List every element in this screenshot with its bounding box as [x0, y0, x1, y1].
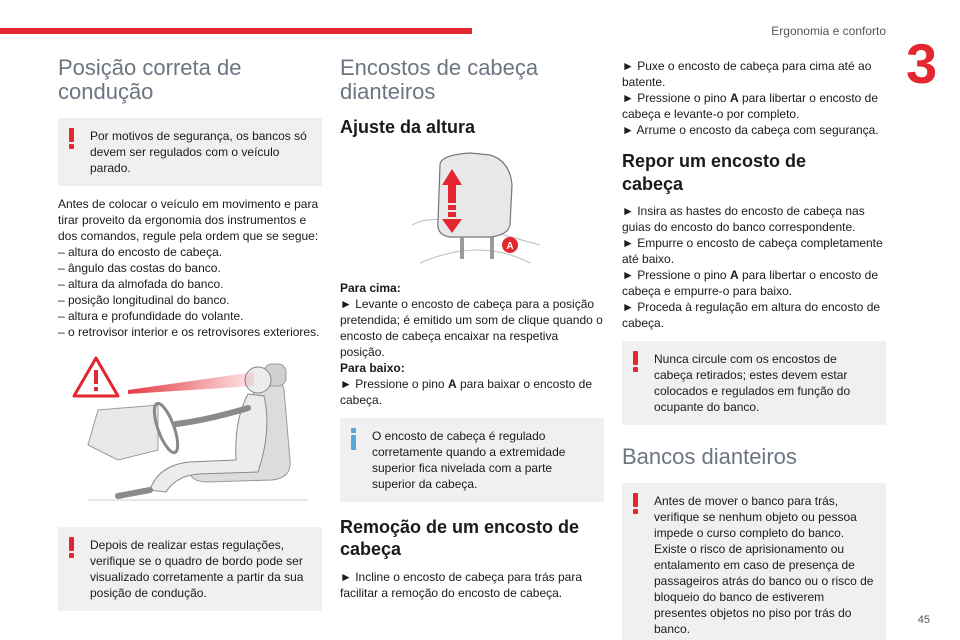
refit-step-1: ► Insira as hastes do encosto de cabeça nas guias do encosto do banco correspondente. — [622, 204, 865, 234]
col1-title: Posição correta de condução — [58, 55, 242, 105]
col1-intro: Antes de colocar o veículo em movimento e para tirar proveito da ergonomia dos instrumentos e dos comandos, regule pela ordem que se segue: — [58, 197, 319, 244]
remove-step-3: ► Arrume o encosto da cabeça com segurança. — [622, 123, 879, 137]
warning-icon — [632, 493, 640, 515]
page-number: 45 — [917, 614, 930, 626]
warning-box-dashboard — [58, 527, 322, 611]
info-icon — [350, 428, 358, 450]
adjust-list-item: – posição longitudinal do banco. — [58, 293, 230, 308]
info-text: O encosto de cabeça é regulado corretamente quando a extremidade superior fica nivelada com a parte superior da cabeça. — [372, 428, 566, 491]
remove-title: Remoção de um encosto de cabeça — [340, 516, 580, 560]
warning-box-headrest-removed — [622, 341, 886, 425]
warning-icon — [68, 128, 76, 150]
section-title: Ergonomia e conforto — [771, 24, 886, 38]
adjust-list-item: – altura do encosto de cabeça. — [58, 245, 223, 260]
column-3 — [622, 58, 886, 640]
pin-a-text: A — [506, 240, 514, 252]
column-2 — [340, 56, 604, 601]
info-box-headrest — [340, 418, 604, 502]
refit-title: Repor um encosto de cabeça — [622, 151, 807, 194]
warning-box-seat-move — [622, 483, 886, 640]
seats-title: Bancos dianteiros — [622, 444, 797, 469]
warning-text: Antes de mover o banco para trás, verifique se nenhum objeto ou pessoa impede o curso completo do banco. Existe o risco de aprisionamento ou entalamento em caso de presença de passageiros atrás do banco ou o risco de bloqueio do banco de estiverem presentes objetos no piso por trás do banco. — [654, 494, 874, 637]
remove-step-2: ► Pressione o pino A para libertar o encosto de cabeça e levante-o por completo. — [622, 91, 879, 121]
adjust-list-item: – o retrovisor interior e os retrovisores exteriores. — [58, 325, 320, 340]
up-text: ► Levante o encosto de cabeça para a posição pretendida; é emitido um som de clique quando o encosto de cabeça encaixar na respetiva posição. — [340, 296, 603, 359]
adjust-list-item: – altura e profundidade do volante. — [58, 309, 244, 324]
warning-icon — [68, 537, 76, 559]
up-label: Para cima: — [340, 280, 401, 295]
warning-text: Por motivos de segurança, os bancos só devem ser regulados com o veículo parado. — [90, 129, 307, 176]
remove-step-1: ► Puxe o encosto de cabeça para cima até ao batente. — [622, 59, 872, 89]
refit-step-3: ► Pressione o pino A para libertar o encosto de cabeça e empurre-o para baixo. — [622, 268, 879, 298]
adjust-list-item: – ângulo das costas do banco. — [58, 261, 221, 276]
down-label: Para baixo: — [340, 360, 405, 375]
warning-box-seat-adjust — [58, 118, 322, 186]
col2-subtitle: Ajuste da altura — [340, 117, 476, 138]
column-1 — [58, 56, 322, 611]
remove-text: ► Incline o encosto de cabeça para trás para facilitar a remoção do encosto de cabeça. — [340, 569, 583, 600]
driving-position-illustration — [58, 350, 322, 510]
col2-title: Encostos de cabeça dianteiros — [340, 55, 539, 105]
warning-triangle-icon — [74, 358, 118, 396]
refit-step-4: ► Proceda à regulação em altura do encosto de cabeça. — [622, 300, 881, 330]
top-accent-bar — [0, 28, 472, 34]
warning-text: Depois de realizar estas regulações, verifique se o quadro de bordo pode ser visualizado corretamente a partir da sua posição de condução. — [90, 538, 304, 601]
adjust-list-item: – altura da almofada do banco. — [58, 277, 224, 292]
warning-icon — [632, 351, 640, 373]
down-text: ► Pressione o pino A para baixar o encosto de cabeça. — [340, 376, 593, 407]
refit-step-2: ► Empurre o encosto de cabeça completamente até baixo. — [622, 236, 883, 266]
chapter-number: 3 — [906, 32, 938, 95]
headrest-height-figure — [340, 145, 604, 265]
warning-text: Nunca circule com os encostos de cabeça retirados; estes devem estar colocados e regulados em função do ocupante do banco. — [654, 352, 851, 414]
